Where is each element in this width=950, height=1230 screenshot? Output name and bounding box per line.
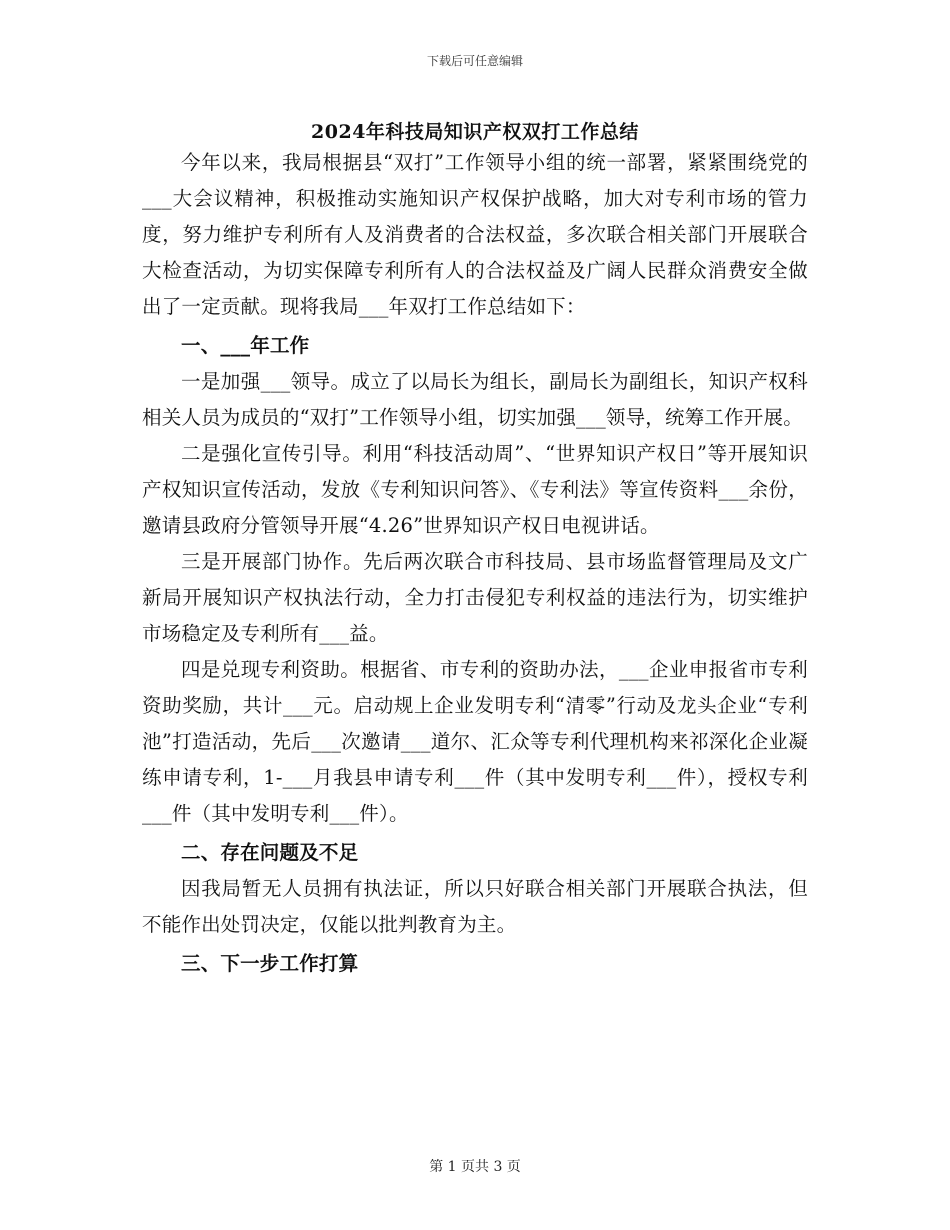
body-paragraph-problems: 因我局暂无人员拥有执法证，所以只好联合相关部门开展联合执法，但不能作出处罚决定，仅能以批判教育为主。: [142, 877, 808, 936]
section-heading-3: 三、下一步工作打算: [181, 952, 359, 975]
body-paragraph-publicity: 二是强化宣传引导。利用“科技活动周”、“世界知识产权日”等开展知识产权知识宣传活动，发放《专利知识问答》、《专利法》等宣传资料___余份，邀请县政府分管领导开展“4.26”世界知识产权日电视讲话。: [142, 442, 808, 537]
intro-paragraph: 今年以来，我局根据县“双打”工作领导小组的统一部署，紧紧围绕党的___大会议精神，积极推动实施知识产权保护战略，加大对专利市场的管力度，努力维护专利所有人及消费者的合法权益，多次联合相关部门开展联合大检查活动，为切实保障专利所有人的合法权益及广阔人民群众消费安全做出了一定贡献。现将我局___年双打工作总结如下：: [142, 151, 808, 318]
body-paragraph-leadership: 一是加强___领导。成立了以局长为组长，副局长为副组长，知识产权科相关人员为成员的“双打”工作领导小组，切实加强___领导，统筹工作开展。: [142, 370, 808, 429]
section-heading-2: 二、存在问题及不足: [181, 841, 359, 864]
section-heading-1: 一、___年工作: [181, 334, 310, 357]
body-paragraph-cooperation: 三是开展部门协作。先后两次联合市科技局、县市场监督管理局及文广新局开展知识产权执法行动，全力打击侵犯专利权益的违法行为，切实维护市场稳定及专利所有___益。: [142, 550, 808, 645]
document-body: [142, 145, 808, 982]
document-title: 2024年科技局知识产权双打工作总结: [311, 121, 639, 143]
body-paragraph-funding: 四是兑现专利资助。根据省、市专利的资助办法，___企业申报省市专利资助奖励，共计___元。启动规上企业发明专利“清零”行动及龙头企业“专利池”打造活动，先后___次邀请___道尔、汇众等专利代理机构来祁深化企业凝练申请专利，1-___月我县申请专利___件（其中发明专利___件），授权专利___件（其中发明专利___件）。: [142, 658, 808, 825]
page-number: 第 1 页共 3 页: [429, 1159, 521, 1175]
page-header-note: 下载后可任意编辑: [426, 54, 523, 68]
